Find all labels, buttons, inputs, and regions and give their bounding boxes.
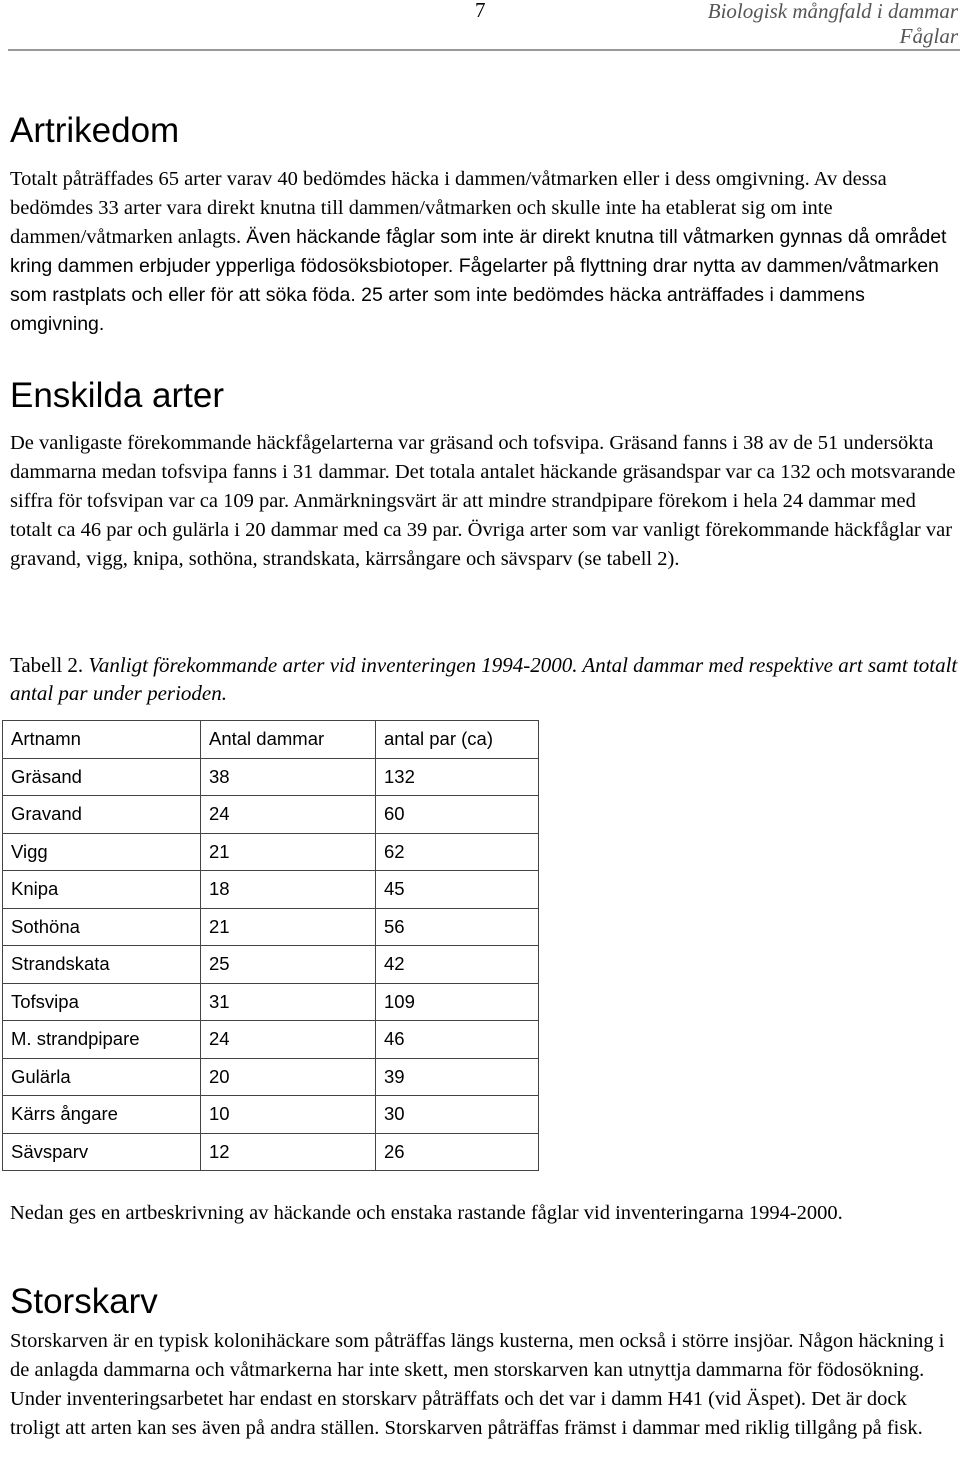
cell-antal-par: 56 xyxy=(376,908,539,946)
cell-antal-dammar: 24 xyxy=(201,1021,376,1059)
cell-antal-par: 109 xyxy=(376,983,539,1021)
cell-artnamn: Gräsand xyxy=(3,758,201,796)
cell-artnamn: M. strandpipare xyxy=(3,1021,201,1059)
artrikedom-text-sans: Även häckande fåglar som inte är direkt knutna till våtmarken gynnas då området kring dammen erbjuder ypperliga födosöksbiotoper. Fågelarter på flyttning drar nytta av dammen/våtmarken som rastplats och eller för att söka föda. 25 arter som inte bedömdes häcka anträffades i dammens omgivning. xyxy=(10,226,947,335)
summary-paragraph: Nedan ges en artbeskrivning av häckande och enstaka rastande fåglar vid inventeringarna 1994-2000. xyxy=(10,1202,843,1224)
table-header-row xyxy=(3,721,539,759)
section-heading-storskarv: Storskarv xyxy=(10,1282,158,1321)
column-header-antal-dammar: Antal dammar xyxy=(201,721,376,759)
cell-artnamn: Tofsvipa xyxy=(3,983,201,1021)
table-row xyxy=(3,908,539,946)
section-heading-artrikedom: Artrikedom xyxy=(10,111,180,150)
table-row xyxy=(3,1096,539,1134)
table-body xyxy=(3,758,539,1171)
cell-antal-par: 39 xyxy=(376,1058,539,1096)
cell-antal-dammar: 10 xyxy=(201,1096,376,1134)
cell-antal-dammar: 21 xyxy=(201,833,376,871)
table-row xyxy=(3,1021,539,1059)
cell-antal-par: 30 xyxy=(376,1096,539,1134)
page-header xyxy=(0,0,960,52)
running-subtitle: Fåglar xyxy=(899,24,958,48)
cell-antal-dammar: 38 xyxy=(201,758,376,796)
cell-antal-dammar: 21 xyxy=(201,908,376,946)
artrikedom-paragraph xyxy=(10,165,960,339)
table-row xyxy=(3,796,539,834)
cell-artnamn: Gravand xyxy=(3,796,201,834)
cell-artnamn: Sothöna xyxy=(3,908,201,946)
table-caption xyxy=(10,651,960,707)
table-row xyxy=(3,983,539,1021)
cell-antal-par: 42 xyxy=(376,946,539,984)
cell-antal-dammar: 18 xyxy=(201,871,376,909)
cell-antal-par: 60 xyxy=(376,796,539,834)
header-divider xyxy=(8,49,960,51)
table-row xyxy=(3,1133,539,1171)
cell-antal-dammar: 31 xyxy=(201,983,376,1021)
table-row xyxy=(3,871,539,909)
cell-antal-dammar: 25 xyxy=(201,946,376,984)
column-header-artnamn: Artnamn xyxy=(3,721,201,759)
cell-artnamn: Sävsparv xyxy=(3,1133,201,1171)
column-header-antal-par: antal par (ca) xyxy=(376,721,539,759)
storskarv-paragraph: Storskarven är en typisk kolonihäckare som påträffas längs kusterna, men också i större insjöar. Någon häckning i de anlagda dammarna och våtmarkerna har inte skett, men storskarven kan utnyttja dammarna för födosökning. Under inventeringsarbetet har endast en storskarv påträffats och det var i damm H41 (vid Äspet). Det är dock troligt att arten kan ses även på andra ställen. Storskarven påträffas främst i dammar med riklig tillgång på fisk. xyxy=(10,1330,945,1439)
table-row xyxy=(3,833,539,871)
table-row xyxy=(3,1058,539,1096)
table-caption-text: Vanligt förekommande arter vid inventeringen 1994-2000. Antal dammar med respektive art samt totalt antal par under perioden. xyxy=(10,653,958,705)
cell-antal-dammar: 20 xyxy=(201,1058,376,1096)
cell-artnamn: Vigg xyxy=(3,833,201,871)
cell-antal-par: 132 xyxy=(376,758,539,796)
cell-antal-par: 46 xyxy=(376,1021,539,1059)
table-caption-label: Tabell 2. xyxy=(10,653,84,677)
section-heading-enskilda-arter: Enskilda arter xyxy=(10,376,224,415)
species-table xyxy=(2,720,539,1171)
cell-antal-par: 62 xyxy=(376,833,539,871)
cell-antal-par: 45 xyxy=(376,871,539,909)
cell-antal-dammar: 24 xyxy=(201,796,376,834)
page-number: 7 xyxy=(475,0,486,22)
cell-antal-par: 26 xyxy=(376,1133,539,1171)
table-row xyxy=(3,758,539,796)
cell-artnamn: Gulärla xyxy=(3,1058,201,1096)
table-row xyxy=(3,946,539,984)
cell-artnamn: Strandskata xyxy=(3,946,201,984)
cell-artnamn: Kärrs ångare xyxy=(3,1096,201,1134)
cell-artnamn: Knipa xyxy=(3,871,201,909)
running-title: Biologisk mångfald i dammar xyxy=(707,0,958,23)
enskilda-arter-paragraph: De vanligaste förekommande häckfågelarterna var gräsand och tofsvipa. Gräsand fanns i 38 av de 51 undersökta dammarna medan tofsvipa fanns i 31 dammar. Det totala antalet häckande gräsandspar var ca 132 och motsvarande siffra för tofsvipan var ca 109 par. Anmärkningsvärt är att mindre strandpipare förekom i hela 24 dammar med totalt ca 46 par och gulärla i 20 dammar med ca 39 par. Övriga arter som var vanligt förekommande häckfåglar var gravand, vigg, knipa, sothöna, strandskata, kärrsångare och sävsparv (se tabell 2). xyxy=(10,432,956,570)
cell-antal-dammar: 12 xyxy=(201,1133,376,1171)
artrikedom-text-serif: Totalt påträffades 65 arter varav 40 bedömdes häcka i dammen/våtmarken eller i dess omgivning. Av dessa bedömdes 33 arter vara direkt knutna till dammen/våtmarken och skulle inte ha etablerat sig om inte dammen/våtmarken anlagts. xyxy=(10,168,887,248)
